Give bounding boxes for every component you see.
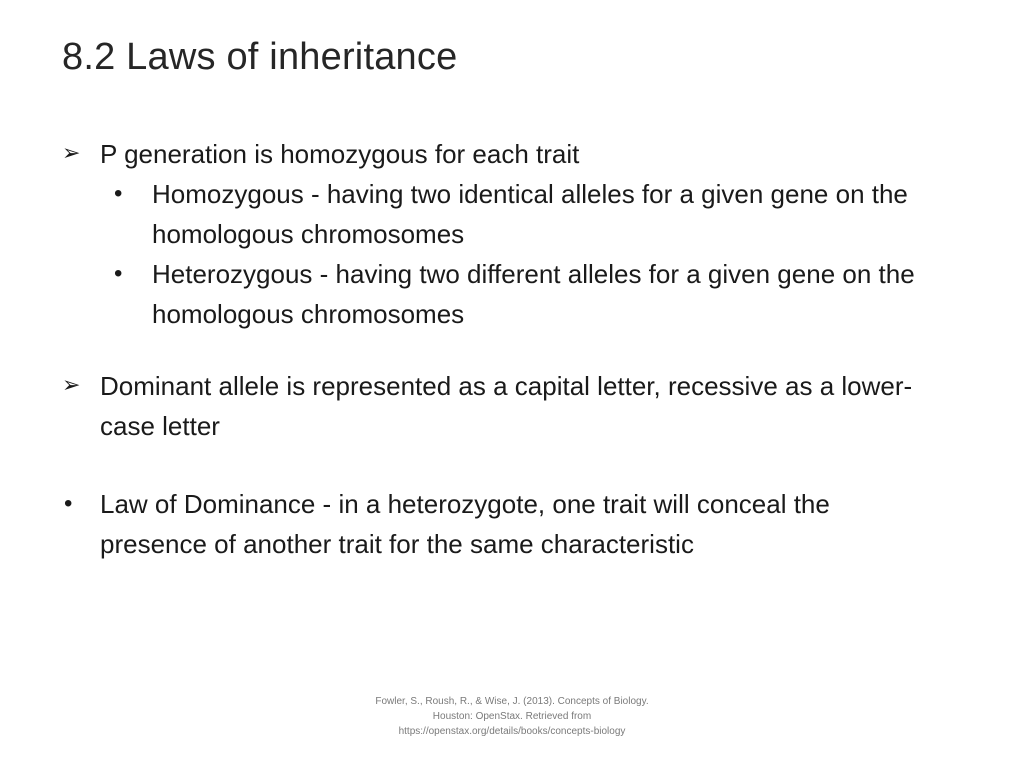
citation-footer <box>312 694 712 739</box>
arrow-bullet-icon: ➢ <box>62 373 81 398</box>
slide-content <box>62 134 942 564</box>
citation-line: Houston: OpenStax. Retrieved from <box>432 711 592 722</box>
sub-bullet-homozygous <box>114 174 942 254</box>
bullet-law-of-dominance <box>62 484 942 564</box>
bullet-text: Dominant allele is represented as a capital letter, recessive as a lower-case letter <box>100 371 913 441</box>
spacer <box>62 446 942 484</box>
citation-line: Fowler, S., Roush, R., & Wise, J. (2013). Concepts of Biology. <box>375 696 649 707</box>
slide-title: 8.2 Laws of inheritance <box>62 36 458 78</box>
sub-bullet-text: Homozygous - having two identical alleles for a given gene on the homologous chromosomes <box>152 179 908 249</box>
bullet-p-generation <box>62 134 942 174</box>
dot-bullet-icon: • <box>114 180 123 207</box>
bullet-text: P generation is homozygous for each trait <box>100 139 580 169</box>
bullet-dominant-allele <box>62 366 942 446</box>
dot-bullet-icon: • <box>64 490 73 517</box>
citation-link: https://openstax.org/details/books/concepts-biology <box>398 726 626 737</box>
sub-bullet-text: Heterozygous - having two different alleles for a given gene on the homologous chromosomes <box>152 259 915 329</box>
spacer <box>62 334 942 366</box>
sub-bullet-heterozygous <box>114 254 942 334</box>
arrow-bullet-icon: ➢ <box>62 141 81 166</box>
bullet-text: Law of Dominance - in a heterozygote, one trait will conceal the presence of another trait for the same characteristic <box>100 489 830 559</box>
dot-bullet-icon: • <box>114 260 123 287</box>
